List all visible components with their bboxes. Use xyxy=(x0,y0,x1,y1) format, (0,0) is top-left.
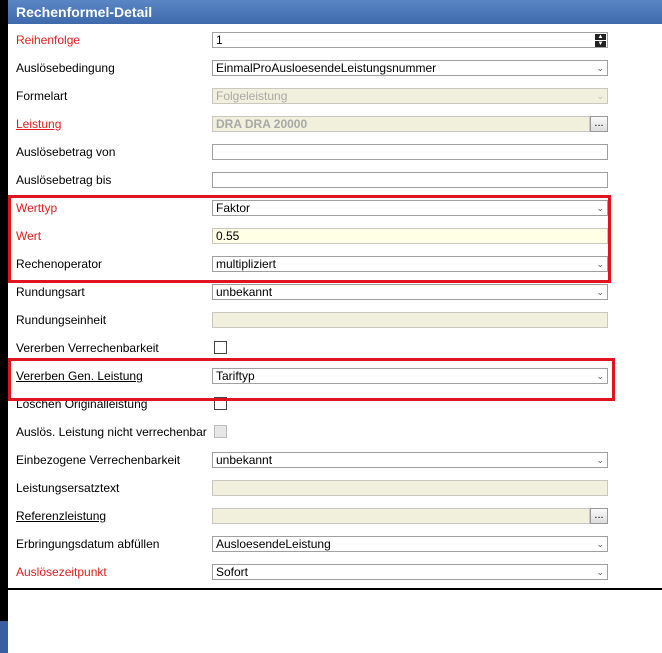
reihenfolge-spinner[interactable] xyxy=(212,32,608,48)
ausloes-nicht-verrechenbar-checkbox xyxy=(214,425,227,438)
einbezogene-verrechenbarkeit-value: unbekannt xyxy=(216,453,273,467)
spin-down-icon[interactable]: ▼ xyxy=(595,41,606,47)
formelart-value: Folgeleistung xyxy=(216,89,288,103)
leistungsersatztext-input xyxy=(212,480,608,496)
chevron-down-icon[interactable]: ⌄ xyxy=(596,63,604,73)
spin-up-icon[interactable]: ▲ xyxy=(595,34,606,40)
row-einbezogene-verrechenbarkeit xyxy=(8,446,662,474)
label-leistung[interactable]: Leistung xyxy=(16,117,62,131)
label-ausloesezeitpunkt: Auslösezeitpunkt xyxy=(16,565,107,579)
label-ausloes-nicht-verrechenbar: Auslös. Leistung nicht verrechenbar xyxy=(16,425,207,439)
row-werttyp xyxy=(8,194,662,222)
row-ausloes-nicht-verrechenbar xyxy=(8,418,662,446)
left-frame-edge xyxy=(0,0,8,653)
leistung-value: DRA DRA 20000 xyxy=(216,117,308,131)
row-referenzleistung xyxy=(8,502,662,530)
label-vererben-gen-leistung[interactable]: Vererben Gen. Leistung xyxy=(16,369,143,383)
label-einbezogene-verrechenbarkeit: Einbezogene Verrechenbarkeit xyxy=(16,453,181,467)
label-rundungsart: Rundungsart xyxy=(16,285,85,299)
row-vererben-gen-leistung xyxy=(8,362,662,390)
erbringungsdatum-value: AusloesendeLeistung xyxy=(216,537,331,551)
row-formelart xyxy=(8,82,662,110)
window-title-bar xyxy=(8,0,662,24)
label-referenzleistung[interactable]: Referenzleistung xyxy=(16,509,107,523)
label-rundungseinheit: Rundungseinheit xyxy=(16,313,107,327)
label-werttyp: Werttyp xyxy=(16,201,58,215)
row-ausloesebetrag-von xyxy=(8,138,662,166)
panel-bottom-border xyxy=(8,588,662,590)
einbezogene-verrechenbarkeit-select[interactable] xyxy=(212,452,608,468)
label-loeschen-originalleistung: Löschen Originalleistung xyxy=(16,397,148,411)
werttyp-select[interactable] xyxy=(212,200,608,216)
wert-input[interactable] xyxy=(212,228,608,244)
form-panel xyxy=(8,24,662,653)
loeschen-originalleistung-checkbox[interactable] xyxy=(214,397,227,410)
left-frame-block xyxy=(0,621,8,653)
rechenoperator-select[interactable] xyxy=(212,256,608,272)
window-title: Rechenformel-Detail xyxy=(16,4,153,20)
leistung-lookup-button[interactable]: ... xyxy=(590,116,608,132)
ausloesebedingung-value: EinmalProAusloesendeLeistungsnummer xyxy=(216,61,437,75)
chevron-down-icon[interactable]: ⌄ xyxy=(596,455,604,465)
chevron-down-icon[interactable]: ⌄ xyxy=(596,371,604,381)
row-vererben-verrechenbarkeit xyxy=(8,334,662,362)
label-rechenoperator: Rechenoperator xyxy=(16,257,103,271)
leistung-field xyxy=(212,116,590,132)
referenzleistung-field xyxy=(212,508,590,524)
row-reihenfolge xyxy=(8,26,662,54)
label-ausloesebetrag-bis: Auslösebetrag bis xyxy=(16,173,112,187)
label-ausloesebetrag-von: Auslösebetrag von xyxy=(16,145,116,159)
chevron-down-icon[interactable]: ⌄ xyxy=(596,259,604,269)
vererben-verrechenbarkeit-checkbox[interactable] xyxy=(214,341,227,354)
row-leistungsersatztext xyxy=(8,474,662,502)
row-ausloesezeitpunkt xyxy=(8,558,662,586)
row-leistung xyxy=(8,110,662,138)
label-vererben-verrechenbarkeit: Vererben Verrechenbarkeit xyxy=(16,341,159,355)
wert-value: 0.55 xyxy=(216,229,240,243)
rundungsart-select[interactable] xyxy=(212,284,608,300)
referenzleistung-lookup-button[interactable]: ... xyxy=(590,508,608,524)
reihenfolge-value: 1 xyxy=(216,33,223,47)
ausloesebetrag-von-input[interactable] xyxy=(212,144,608,160)
row-rundungsart xyxy=(8,278,662,306)
row-erbringungsdatum xyxy=(8,530,662,558)
ausloesebedingung-select[interactable] xyxy=(212,60,608,76)
rundungseinheit-input xyxy=(212,312,608,328)
formelart-select xyxy=(212,88,608,104)
label-wert: Wert xyxy=(16,229,42,243)
label-reihenfolge: Reihenfolge xyxy=(16,33,81,47)
label-leistungsersatztext: Leistungsersatztext xyxy=(16,481,120,495)
werttyp-value: Faktor xyxy=(216,201,251,215)
ausloesebetrag-bis-input[interactable] xyxy=(212,172,608,188)
chevron-down-icon[interactable]: ⌄ xyxy=(596,203,604,213)
row-wert xyxy=(8,222,662,250)
label-ausloesebedingung: Auslösebedingung xyxy=(16,61,115,75)
row-rechenoperator xyxy=(8,250,662,278)
vererben-gen-leistung-value: Tariftyp xyxy=(216,369,255,383)
row-rundungseinheit xyxy=(8,306,662,334)
ausloesezeitpunkt-select[interactable] xyxy=(212,564,608,580)
rechenoperator-value: multipliziert xyxy=(216,257,277,271)
chevron-down-icon[interactable]: ⌄ xyxy=(596,287,604,297)
spinner-buttons[interactable] xyxy=(595,33,606,47)
label-erbringungsdatum: Erbringungsdatum abfüllen xyxy=(16,537,160,551)
ausloesezeitpunkt-value: Sofort xyxy=(216,565,249,579)
chevron-down-icon: ⌄ xyxy=(596,91,604,101)
vererben-gen-leistung-select[interactable] xyxy=(212,368,608,384)
row-ausloesebedingung xyxy=(8,54,662,82)
row-ausloesebetrag-bis xyxy=(8,166,662,194)
rundungsart-value: unbekannt xyxy=(216,285,273,299)
chevron-down-icon[interactable]: ⌄ xyxy=(596,539,604,549)
label-formelart: Formelart xyxy=(16,89,68,103)
erbringungsdatum-select[interactable] xyxy=(212,536,608,552)
row-loeschen-originalleistung xyxy=(8,390,662,418)
chevron-down-icon[interactable]: ⌄ xyxy=(596,567,604,577)
